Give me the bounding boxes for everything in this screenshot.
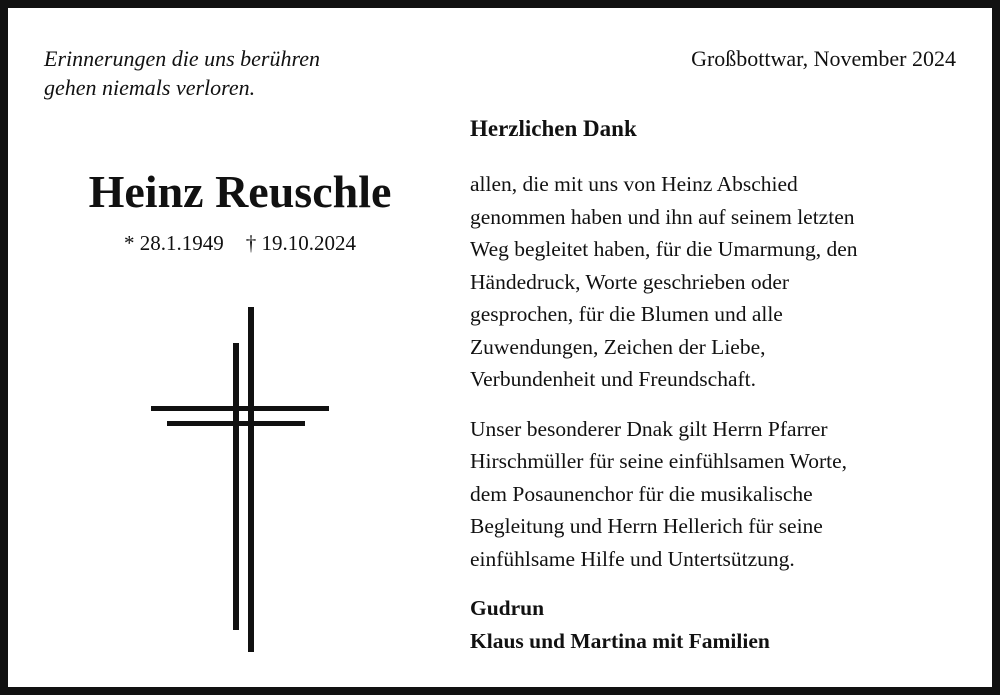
- motto-quote: [44, 44, 320, 102]
- text-line: Hirschmüller für seine einfühlsamen Worte,: [470, 449, 847, 473]
- signature-line: Klaus und Martina mit Familien: [470, 628, 770, 653]
- text-line: Verbundenheit und Freundschaft.: [470, 367, 756, 391]
- text-line: einfühlsame Hilfe und Untertsützung.: [470, 546, 795, 571]
- cross-icon: [140, 300, 340, 660]
- text-line: Zuwendungen, Zeichen der Liebe,: [470, 334, 766, 359]
- thanks-paragraph-2: [470, 413, 970, 576]
- text-line: Begleitung und Herrn Hellerich für seine: [470, 514, 823, 538]
- text-line: Weg begleitet haben, für die Umarmung, den: [470, 237, 858, 261]
- thanks-paragraph-1: [470, 168, 970, 396]
- death-date: † 19.10.2024: [245, 231, 356, 255]
- text-line: allen, die mit uns von Heinz Abschied: [470, 172, 798, 196]
- birth-date: * 28.1.1949: [124, 231, 224, 255]
- motto-line: gehen niemals verloren.: [44, 75, 256, 100]
- signature: [470, 592, 970, 657]
- motto-line: Erinnerungen die uns berühren: [44, 46, 320, 71]
- text-line: Unser besonderer Dnak gilt Herrn Pfarrer: [470, 416, 828, 441]
- thanks-section: [470, 114, 970, 657]
- text-line: gesprochen, für die Blumen und alle: [470, 302, 783, 326]
- deceased-name: Heinz Reuschle: [88, 166, 392, 217]
- text-line: dem Posaunenchor für die musikalische: [470, 481, 813, 506]
- thanks-heading: Herzlichen Dank: [470, 116, 637, 141]
- life-dates: [40, 229, 440, 257]
- signature-line: Gudrun: [470, 596, 545, 620]
- text-line: genommen haben und ihn auf seinem letzten: [470, 204, 855, 229]
- text-line: Händedruck, Worte geschrieben oder: [470, 269, 790, 294]
- place-date: Großbottwar, November 2024: [691, 46, 956, 71]
